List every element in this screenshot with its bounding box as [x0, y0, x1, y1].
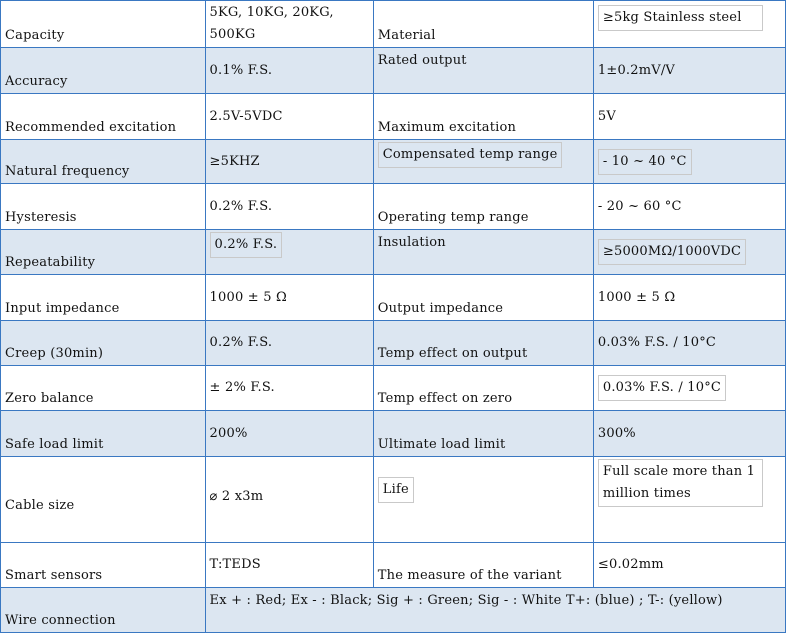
- spec-label: Material: [373, 1, 593, 48]
- spec-value: ≤0.02mm: [593, 543, 785, 588]
- spec-row: [1, 411, 786, 457]
- spec-label: Operating temp range: [373, 184, 593, 230]
- spec-value: 1000 ± 5 Ω: [205, 275, 373, 321]
- spec-row: [1, 1, 786, 48]
- spec-label: Input impedance: [1, 275, 206, 321]
- spec-value: - 20 ~ 60 °C: [593, 184, 785, 230]
- spec-label: Output impedance: [373, 275, 593, 321]
- spec-value: Full scale more than 1 million times: [598, 459, 763, 507]
- spec-label: Temp effect on output: [373, 321, 593, 366]
- spec-value: 1000 ± 5 Ω: [593, 275, 785, 321]
- spec-value: 5V: [593, 94, 785, 140]
- spec-value: 0.2% F.S.: [205, 321, 373, 366]
- spec-value: 200%: [205, 411, 373, 457]
- spec-label: Wire connection: [1, 588, 206, 633]
- spec-row: [1, 94, 786, 140]
- spec-row: [1, 366, 786, 411]
- spec-label: Insulation: [373, 230, 593, 275]
- spec-label: Safe load limit: [1, 411, 206, 457]
- spec-label: Recommended excitation: [1, 94, 206, 140]
- spec-label: Repeatability: [1, 230, 206, 275]
- spec-value: - 10 ~ 40 °C: [598, 149, 692, 175]
- spec-row: [1, 321, 786, 366]
- spec-label: Ultimate load limit: [373, 411, 593, 457]
- spec-value: Ex + : Red; Ex - : Black; Sig + : Green; Sig - : White T+: (blue) ; T-: (yellow): [205, 588, 785, 633]
- spec-value: 0.2% F.S.: [210, 232, 283, 258]
- spec-value: 300%: [593, 411, 785, 457]
- spec-label: Capacity: [1, 1, 206, 48]
- spec-label: Smart sensors: [1, 543, 206, 588]
- spec-value: T:TEDS: [205, 543, 373, 588]
- spec-row: [1, 275, 786, 321]
- spec-value: 0.2% F.S.: [205, 184, 373, 230]
- spec-label: Rated output: [373, 48, 593, 94]
- spec-row: [1, 588, 786, 633]
- spec-row: [1, 543, 786, 588]
- spec-value: ≥5000MΩ/1000VDC: [598, 239, 746, 265]
- spec-label: The measure of the variant: [373, 543, 593, 588]
- spec-value: 0.1% F.S.: [205, 48, 373, 94]
- spec-label: Compensated temp range: [378, 142, 563, 168]
- spec-label: Maximum excitation: [373, 94, 593, 140]
- spec-value: 0.03% F.S. / 10°C: [593, 321, 785, 366]
- spec-value: 2.5V-5VDC: [205, 94, 373, 140]
- spec-label: Accuracy: [1, 48, 206, 94]
- spec-value: 0.03% F.S. / 10°C: [598, 375, 726, 401]
- spec-label: Hysteresis: [1, 184, 206, 230]
- spec-value: ± 2% F.S.: [205, 366, 373, 411]
- spec-row: [1, 48, 786, 94]
- spec-value: ⌀ 2 x3m: [205, 457, 373, 543]
- spec-row: [1, 457, 786, 543]
- spec-label: Cable size: [1, 457, 206, 543]
- spec-label: Creep (30min): [1, 321, 206, 366]
- spec-value: ≥5kg Stainless steel: [598, 5, 763, 31]
- spec-row: [1, 140, 786, 184]
- spec-row: [1, 230, 786, 275]
- spec-value: ≥5KHZ: [205, 140, 373, 184]
- spec-label: Natural frequency: [1, 140, 206, 184]
- spec-label: Life: [378, 477, 414, 503]
- spec-row: [1, 184, 786, 230]
- spec-value: 5KG, 10KG, 20KG, 500KG: [205, 1, 373, 48]
- spec-label: Temp effect on zero: [373, 366, 593, 411]
- spec-value: 1±0.2mV/V: [593, 48, 785, 94]
- spec-label: Zero balance: [1, 366, 206, 411]
